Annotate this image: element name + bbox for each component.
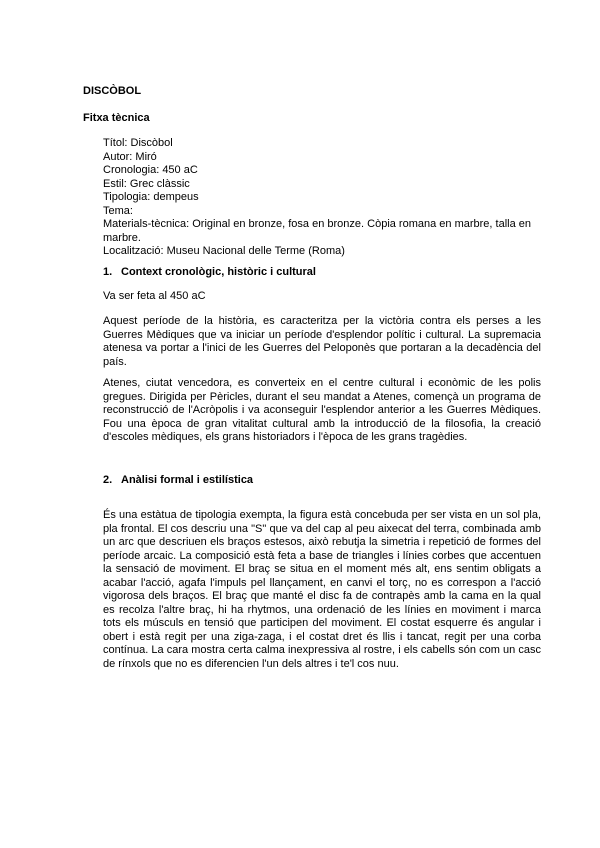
fitxa-tema: Tema:: [103, 204, 133, 217]
fitxa-materials: Materials-tècnica: Original en bronze, fosa en bronze. Còpia romana en marbre, talla en marbre.: [103, 218, 532, 244]
fitxa-heading: Fitxa tècnica: [83, 112, 150, 124]
section2-title: Anàlisi formal i estilística: [121, 474, 254, 486]
section2-heading: [103, 474, 253, 488]
section1-intro: Va ser feta al 450 aC: [103, 290, 206, 302]
fitxa-estil: Estil: Grec clàssic: [103, 177, 190, 190]
fitxa-list: [103, 137, 543, 259]
fitxa-tipologia: Tipologia: dempeus: [103, 191, 199, 203]
section2-number: 2.: [103, 474, 113, 486]
section1-number: 1.: [103, 266, 113, 278]
section2-paragraph-1: És una estàtua de tipologia exempta, la figura està concebuda per ser vista en un sol pla, pla frontal. El cos descriu una "S" que va del cap al peu aixecat del terra, combinada amb un arc que descriuen els braços estesos, això rebutja la simetria i repetició de formes del període arcaic. La composició està feta a base de triangles i línies corbes que accentuen la sensació de moviment. El braç se situa en el moment més alt, ens sentim obligats a acabar l'acció, agafa l'impuls pel llançament, en canvi el torç, no es correspon a l'acció vigorosa dels braços. El braç que manté el disc fa de contrapès amb la cama en la qual es recolza l'altre braç, hi ha rhytmos, una ordenació de les línies en moviment i marca tots els músculs en tensió que participen del moviment. El costat esquerre és angular i obert i està regit per una ziga-zaga, i el costat dret és llis i tancat, regit per una corba contínua. La cara mostra certa calma inexpressiva al rostre, i els cabells són com un casc de rínxols que no es diferencien l'un dels altres i te'l cos nuu.: [103, 509, 541, 670]
section1-title: Context cronològic, històric i cultural: [121, 266, 316, 278]
fitxa-titol: Títol: Discòbol: [103, 137, 173, 149]
section1-heading: [103, 266, 316, 280]
section1-paragraph-2: Atenes, ciutat vencedora, es converteix en el centre cultural i econòmic de les polis gregues. Dirigida per Pèricles, durant el seu mandat a Atenes, començà un programa de reconstrucció de l'Acròpolis i va aconseguir l'esplendor anterior a les Guerres Mèdiques. Fou una època de gran vitalitat cultural amb la introducció de la filosofia, la creació d'escoles mèdiques, els grans historiadors i l'època de les grans tragèdies.: [103, 377, 541, 443]
fitxa-cronologia: Cronologia: 450 aC: [103, 164, 198, 176]
fitxa-localitzacio: Localització: Museu Nacional delle Terme (Roma): [103, 245, 345, 257]
document-title: DISCÒBOL: [83, 85, 142, 97]
section1-paragraph-1: Aquest període de la història, es caracteritza per la victòria contra els perses a les Guerres Mèdiques que va iniciar un període d'esplendor polític i cultural. La supremacia atenesa va portar a l'inici de les Guerres del Peloponès que portaran a la decadència del país.: [103, 315, 541, 368]
fitxa-autor: Autor: Miró: [103, 150, 157, 163]
